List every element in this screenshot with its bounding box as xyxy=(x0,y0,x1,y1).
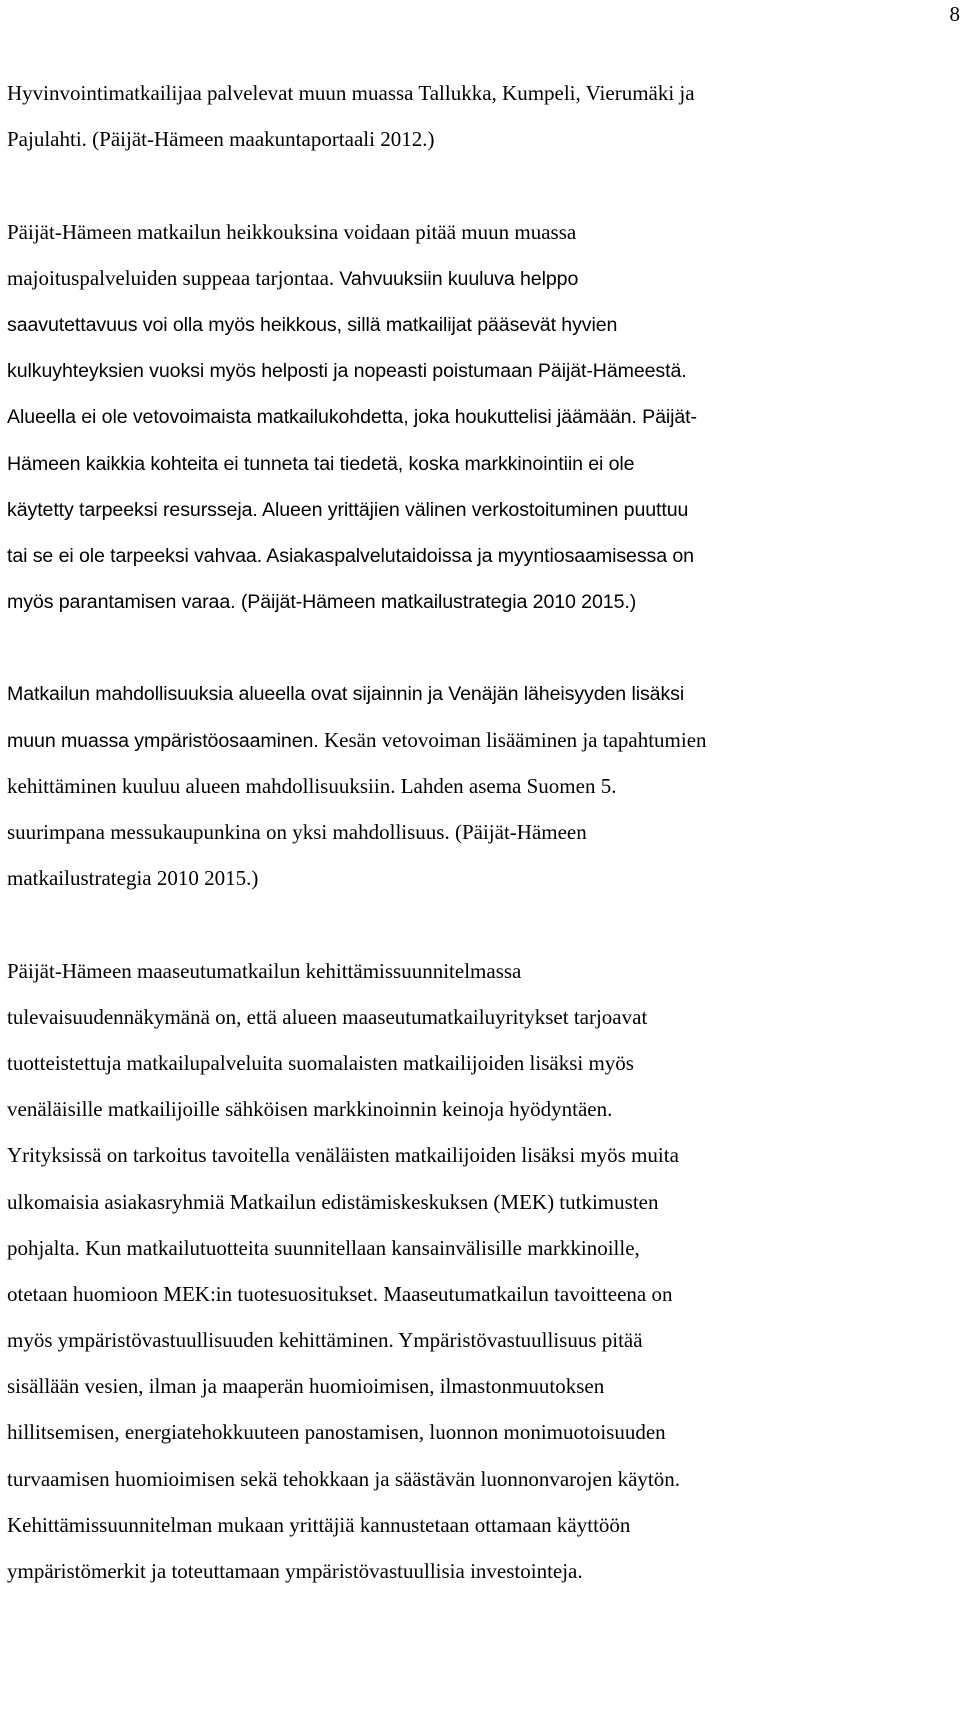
text-segment: Päijät-Hämeen maaseutumatkailun kehittämissuunnitelmassa xyxy=(7,958,522,983)
text-segment: Päijät-Hämeen matkailun heikkouksina voidaan pitää muun muassa xyxy=(7,219,577,244)
paragraph xyxy=(7,948,953,1595)
text-segment: turvaamisen huomioimisen sekä tehokkaan ja säästävän luonnonvarojen käytön. xyxy=(7,1466,680,1491)
text-line xyxy=(7,578,953,624)
paragraph-gap xyxy=(7,624,953,670)
paragraph-gap xyxy=(7,162,953,208)
text-segment: Alueella ei ole vetovoimaista matkailukohdetta, joka houkuttelisi jäämään. Päijät- xyxy=(7,406,697,429)
text-segment: Pajulahti. (Päijät-Hämeen maakuntaportaali 2012.) xyxy=(7,127,435,152)
text-line xyxy=(7,717,953,763)
text-segment: pohjalta. Kun matkailutuotteita suunnitellaan kansainvälisille markkinoille, xyxy=(7,1235,640,1260)
text-segment: matkailustrategia 2010 2015.) xyxy=(7,866,259,891)
text-line xyxy=(7,1040,953,1086)
document-body xyxy=(7,70,953,1594)
text-segment: Hämeen kaikkia kohteita ei tunneta tai tiedetä, koska markkinointiin ei ole xyxy=(7,452,635,475)
text-segment: venäläisille matkailijoille sähköisen markkinoinnin keinoja hyödyntäen. xyxy=(7,1097,613,1122)
text-line xyxy=(7,209,953,255)
text-segment: myös ympäristövastuullisuuden kehittäminen. Ympäristövastuullisuus pitää xyxy=(7,1328,643,1353)
text-segment: ulkomaisia asiakasryhmiä Matkailun edistämiskeskuksen (MEK) tutkimusten xyxy=(7,1189,659,1214)
paragraph xyxy=(7,70,953,162)
text-segment: Matkailun mahdollisuuksia alueella ovat sijainnin ja Venäjän läheisyyden lisäksi xyxy=(7,683,685,706)
text-line xyxy=(7,994,953,1040)
text-segment: kulkuyhteyksien vuoksi myös helposti ja nopeasti poistumaan Päijät-Hämeestä. xyxy=(7,360,687,383)
page-number: 8 xyxy=(949,2,960,26)
text-segment: sisällään vesien, ilman ja maaperän huomioimisen, ilmastonmuutoksen xyxy=(7,1374,605,1399)
paragraph xyxy=(7,670,953,901)
text-line xyxy=(7,1225,953,1271)
text-line xyxy=(7,1548,953,1594)
text-segment: saavutettavuus voi olla myös heikkous, sillä matkailijat pääsevät hyvien xyxy=(7,313,618,336)
text-line xyxy=(7,301,953,347)
text-line xyxy=(7,1502,953,1548)
text-line xyxy=(7,440,953,486)
text-line xyxy=(7,1363,953,1409)
text-segment: Kesän vetovoiman lisääminen ja tapahtumien xyxy=(323,727,707,752)
text-line xyxy=(7,763,953,809)
text-segment: Yrityksissä on tarkoitus tavoitella venäläisten matkailijoiden lisäksi myös muita xyxy=(7,1143,679,1168)
text-segment: kehittäminen kuuluu alueen mahdollisuuksiin. Lahden asema Suomen 5. xyxy=(7,773,617,798)
text-line xyxy=(7,1271,953,1317)
text-segment: tulevaisuudennäkymänä on, että alueen maaseutumatkailuyritykset tarjoavat xyxy=(7,1004,648,1029)
text-line xyxy=(7,855,953,901)
text-segment: Hyvinvointimatkailijaa palvelevat muun muassa Tallukka, Kumpeli, Vierumäki ja xyxy=(7,81,695,105)
text-segment: majoituspalveluiden suppeaa tarjontaa. xyxy=(7,265,340,290)
text-line xyxy=(7,1456,953,1502)
text-line xyxy=(7,1132,953,1178)
paragraph xyxy=(7,209,953,625)
text-line xyxy=(7,116,953,162)
text-line xyxy=(7,1086,953,1132)
text-line xyxy=(7,70,953,116)
text-line xyxy=(7,347,953,393)
text-line xyxy=(7,1409,953,1455)
text-line xyxy=(7,809,953,855)
paragraph-gap xyxy=(7,901,953,947)
text-line xyxy=(7,1317,953,1363)
text-segment: käytetty tarpeeksi resursseja. Alueen yrittäjien välinen verkostoituminen puuttuu xyxy=(7,498,689,521)
text-line xyxy=(7,486,953,532)
text-segment: otetaan huomioon MEK:in tuotesuositukset. Maaseutumatkailun tavoitteena on xyxy=(7,1281,673,1306)
text-line xyxy=(7,532,953,578)
text-line xyxy=(7,255,953,301)
text-segment: hillitsemisen, energiatehokkuuteen panostamisen, luonnon monimuotoisuuden xyxy=(7,1420,666,1445)
text-line xyxy=(7,670,953,716)
text-line xyxy=(7,393,953,439)
text-line xyxy=(7,1179,953,1225)
text-segment: Vahvuuksiin kuuluva helppo xyxy=(339,267,579,290)
text-segment: tuotteistettuja matkailupalveluita suomalaisten matkailijoiden lisäksi myös xyxy=(7,1050,634,1075)
text-line xyxy=(7,948,953,994)
text-segment: ympäristömerkit ja toteuttamaan ympäristövastuullisia investointeja. xyxy=(7,1559,583,1583)
text-segment: suurimpana messukaupunkina on yksi mahdollisuus. (Päijät-Hämeen xyxy=(7,820,587,844)
text-segment: tai se ei ole tarpeeksi vahvaa. Asiakaspalvelutaidoissa ja myyntiosaamisessa on xyxy=(7,544,694,567)
text-segment: Kehittämissuunnitelman mukaan yrittäjiä kannustetaan ottamaan käyttöön xyxy=(7,1512,631,1537)
text-segment: muun muassa ympäristöosaaminen. xyxy=(7,729,324,752)
text-segment: myös parantamisen varaa. (Päijät-Hämeen matkailustrategia 2010 2015.) xyxy=(7,591,637,614)
